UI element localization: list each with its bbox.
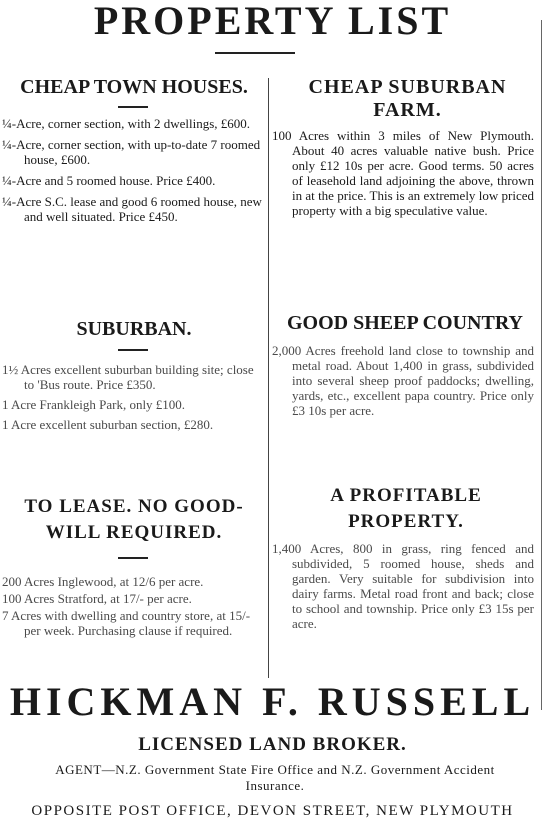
profitable-property-heading: A PROFITABLE PROPERTY. bbox=[330, 485, 482, 532]
separator bbox=[118, 557, 148, 559]
agent-line: AGENT—N.Z. Government State Fire Office and N.Z. Government Accident Insurance. bbox=[55, 762, 495, 793]
separator bbox=[118, 106, 148, 108]
list-item: 200 Acres Inglewood, at 12/6 per acre. bbox=[2, 574, 204, 589]
profitable-property-text-block bbox=[272, 541, 534, 631]
list-item: 1 Acre excellent suburban section, £280. bbox=[2, 417, 214, 432]
right-border bbox=[541, 20, 542, 710]
list-item: 100 Acres Stratford, at 17/- per acre. bbox=[2, 591, 192, 606]
suburban-list bbox=[2, 362, 264, 432]
suburban-farm-text-block bbox=[272, 128, 534, 218]
title-rule bbox=[215, 52, 295, 54]
list-item: ¼-Acre S.C. lease and good 6 roomed house, new and well situated. Price £450. bbox=[2, 194, 262, 224]
list-item: ¼-Acre and 5 roomed house. Price £400. bbox=[2, 173, 216, 188]
suburban-farm-text: 100 Acres within 3 miles of New Plymouth. About 40 acres valuable native bush. Price only £12 10s per acre. Good terms. 50 acres of leasehold land adjoining the above, thrown in at the price. This is an extremely low priced property with a big speculative value. bbox=[272, 128, 534, 218]
suburban-farm-heading: CHEAP SUBURBAN FARM. bbox=[308, 76, 507, 121]
sheep-country-text-block bbox=[272, 343, 534, 418]
suburban-heading: SUBURBAN. bbox=[76, 318, 192, 340]
broker-title: LICENSED LAND BROKER. bbox=[138, 734, 407, 755]
separator bbox=[118, 349, 148, 351]
list-item: 1½ Acres excellent suburban building site; close to 'Bus route. Price £350. bbox=[2, 362, 254, 392]
page-title: PROPERTY LIST bbox=[93, 0, 452, 43]
broker-name: HICKMAN F. RUSSELL bbox=[9, 679, 536, 724]
sheep-country-text: 2,000 Acres freehold land close to township and metal road. About 1,400 in grass, subdivided into several sheep proof paddocks; dwelling, yards, etc., excellent papa country. Price only £3 10s per acre. bbox=[272, 343, 534, 418]
sheep-country-heading: GOOD SHEEP COUNTRY bbox=[287, 312, 523, 334]
column-divider bbox=[268, 78, 269, 678]
lease-list bbox=[2, 574, 264, 638]
list-item: 7 Acres with dwelling and country store, at 15/- per week. Purchasing clause if required. bbox=[2, 608, 251, 638]
list-item: 1 Acre Frankleigh Park, only £100. bbox=[2, 397, 186, 412]
lease-heading: TO LEASE. NO GOOD-WILL REQUIRED. bbox=[24, 496, 244, 543]
list-item: ¼-Acre, corner section, with up-to-date 7 roomed house, £600. bbox=[2, 137, 261, 167]
address-line: OPPOSITE POST OFFICE, DEVON STREET, NEW PLYMOUTH bbox=[31, 803, 514, 819]
profitable-property-text: 1,400 Acres, 800 in grass, ring fenced and subdivided, 5 roomed house, sheds and garden. Very suitable for subdivision into dairy farms. Metal road front and back; close to school and township. Price only £3 15s per acre. bbox=[272, 541, 534, 631]
town-houses-heading: CHEAP TOWN HOUSES. bbox=[20, 76, 248, 98]
list-item: ¼-Acre, corner section, with 2 dwellings, £600. bbox=[2, 116, 251, 131]
town-houses-list bbox=[2, 116, 264, 224]
